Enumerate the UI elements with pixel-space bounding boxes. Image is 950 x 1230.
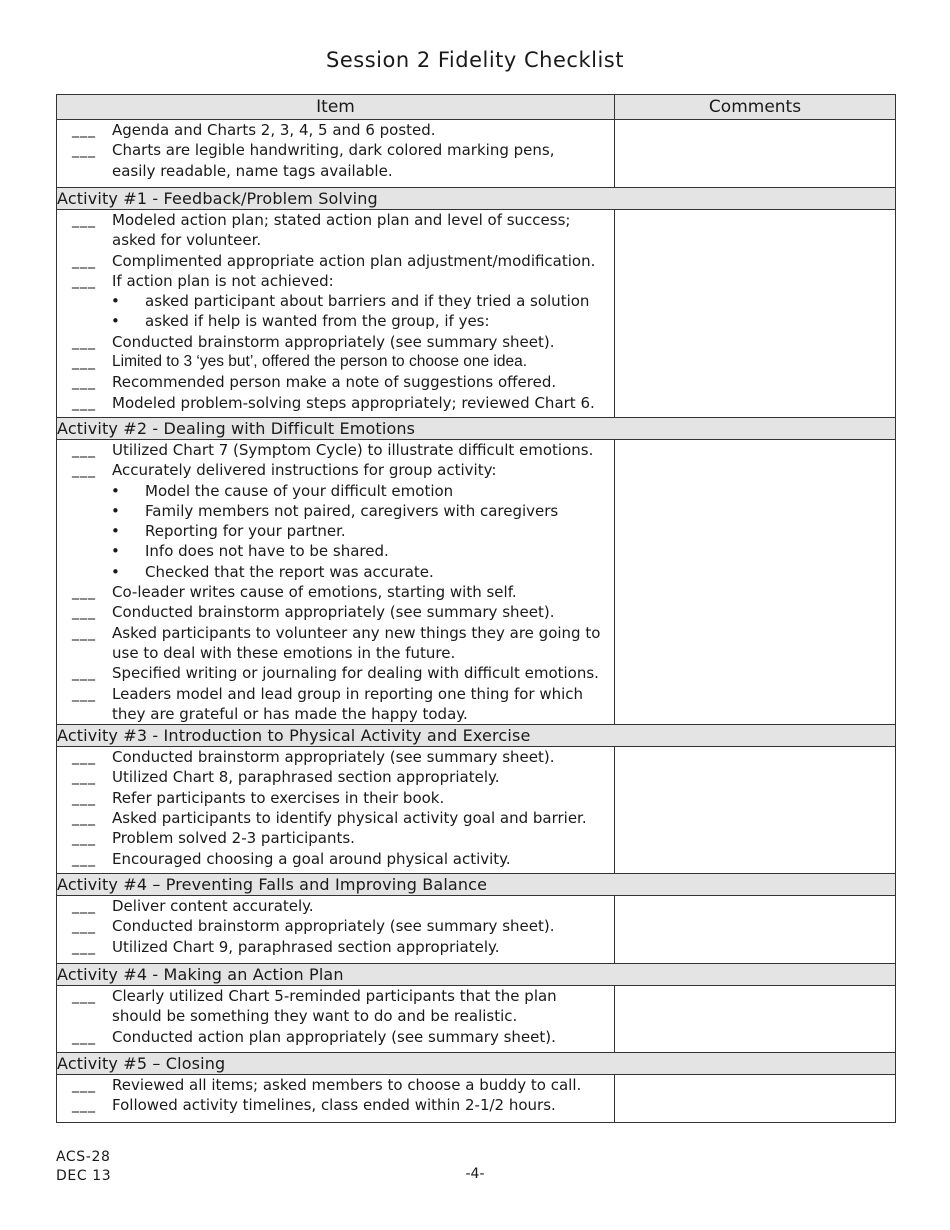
check-blank[interactable]: ___ xyxy=(72,898,96,915)
checklist-item: ___ Deliver content accurately. xyxy=(72,897,314,916)
check-blank[interactable]: ___ xyxy=(72,272,96,289)
check-blank[interactable]: ___ xyxy=(72,252,96,269)
comments-cell[interactable] xyxy=(615,896,896,964)
check-blank[interactable]: ___ xyxy=(72,1028,96,1045)
bullet-icon: • xyxy=(111,292,120,311)
checklist-item: ___ Problem solved 2-3 participants. xyxy=(72,829,355,848)
activity-1-items xyxy=(57,210,615,418)
comments-cell[interactable] xyxy=(615,120,896,188)
activity-5-items xyxy=(57,1075,615,1123)
check-blank[interactable]: ___ xyxy=(72,1097,96,1114)
checklist-item: ___ Specified writing or journaling for dealing with difficult emotions. xyxy=(72,664,599,683)
bullet-icon: • xyxy=(111,542,120,561)
check-blank[interactable]: ___ xyxy=(72,442,96,458)
comments-cell[interactable] xyxy=(615,440,896,725)
checklist-item: ___ Recommended person make a note of suggestions offered. xyxy=(72,373,557,392)
comments-cell[interactable] xyxy=(615,747,896,874)
section-header-activity-5: Activity #5 – Closing xyxy=(57,1053,896,1075)
check-blank[interactable]: ___ xyxy=(72,354,96,371)
checklist-item-continued: they are grateful or has made the happy today. xyxy=(112,704,468,723)
checklist-item: ___ Conducted action plan appropriately (see summary sheet). xyxy=(72,1027,556,1046)
check-blank[interactable]: ___ xyxy=(72,789,96,806)
checklist-item-continued: use to deal with these emotions in the future. xyxy=(112,643,456,662)
check-blank[interactable]: ___ xyxy=(72,212,96,228)
section-header-activity-4-action-plan: Activity #4 - Making an Action Plan xyxy=(57,964,896,986)
check-blank[interactable]: ___ xyxy=(72,769,96,786)
bullet-icon: • xyxy=(111,312,120,331)
checklist-item: ___ Charts are legible handwriting, dark colored marking pens, xyxy=(72,141,555,160)
check-blank[interactable]: ___ xyxy=(72,988,96,1005)
bullet-item: • asked participant about barriers and if they tried a solution xyxy=(111,292,590,311)
comments-cell[interactable] xyxy=(615,986,896,1053)
page-title: Session 2 Fidelity Checklist xyxy=(326,48,624,72)
comments-cell[interactable] xyxy=(615,1075,896,1123)
check-blank[interactable]: ___ xyxy=(72,810,96,827)
checklist-item: ___ Conducted brainstorm appropriately (see summary sheet). xyxy=(72,332,555,351)
checklist-item-continued: asked for volunteer. xyxy=(112,231,262,250)
check-blank[interactable]: ___ xyxy=(72,1077,96,1094)
check-blank[interactable]: ___ xyxy=(72,462,96,479)
checklist-item: ___ Followed activity timelines, class ended within 2-1/2 hours. xyxy=(72,1096,556,1115)
section-header-activity-1: Activity #1 - Feedback/Problem Solving xyxy=(57,188,896,210)
checklist-item: ___ Co-leader writes cause of emotions, starting with self. xyxy=(72,583,517,602)
check-blank[interactable]: ___ xyxy=(72,394,96,411)
bullet-icon: • xyxy=(111,522,120,541)
checklist-item: ___ If action plan is not achieved: xyxy=(72,271,334,290)
checklist-table xyxy=(56,94,896,1123)
bullet-item: • Reporting for your partner. xyxy=(111,522,346,541)
section-header-activity-2: Activity #2 - Dealing with Difficult Emotions xyxy=(57,418,896,440)
check-blank[interactable]: ___ xyxy=(72,830,96,847)
bullet-item: • Checked that the report was accurate. xyxy=(111,562,434,581)
checklist-item: ___ Limited to 3 ‘yes but’, offered the person to choose one idea. xyxy=(57,352,614,372)
checklist-item: ___ Accurately delivered instructions for group activity: xyxy=(72,461,497,480)
checklist-item: ___ Agenda and Charts 2, 3, 4, 5 and 6 posted. xyxy=(72,121,436,139)
checklist-item: ___ Encouraged choosing a goal around physical activity. xyxy=(72,849,511,868)
comments-cell[interactable] xyxy=(615,210,896,418)
check-blank[interactable]: ___ xyxy=(72,749,96,766)
check-blank[interactable]: ___ xyxy=(72,665,96,682)
checklist-item-continued: easily readable, name tags available. xyxy=(112,161,393,180)
checklist-item: ___ Conducted brainstorm appropriately (see summary sheet). xyxy=(72,603,555,622)
check-blank[interactable]: ___ xyxy=(72,918,96,935)
checklist-item: ___ Modeled action plan; stated action plan and level of success; xyxy=(72,211,571,229)
checklist-item: ___ Utilized Chart 7 (Symptom Cycle) to illustrate difficult emotions. xyxy=(72,441,594,459)
check-blank[interactable]: ___ xyxy=(72,624,96,641)
checklist-item: ___ Reviewed all items; asked members to choose a buddy to call. xyxy=(72,1076,582,1095)
form-code: ACS-28 xyxy=(56,1149,111,1165)
activity-2-items xyxy=(57,440,615,725)
check-blank[interactable]: ___ xyxy=(72,142,96,159)
section-header-activity-3: Activity #3 - Introduction to Physical Activity and Exercise xyxy=(57,725,896,747)
bullet-icon: • xyxy=(111,501,120,520)
bullet-item: • Info does not have to be shared. xyxy=(111,542,389,561)
bullet-icon: • xyxy=(111,562,120,581)
check-blank[interactable]: ___ xyxy=(72,122,96,138)
checklist-item: ___ Conducted brainstorm appropriately (see summary sheet). xyxy=(72,917,555,936)
bullet-item: • Family members not paired, caregivers with caregivers xyxy=(111,501,559,520)
checklist-item: ___ Complimented appropriate action plan adjustment/modification. xyxy=(72,251,596,270)
column-header-comments: Comments xyxy=(615,95,896,120)
check-blank[interactable]: ___ xyxy=(72,374,96,391)
checklist-item: ___ Leaders model and lead group in reporting one thing for which xyxy=(72,684,584,703)
checklist-item: ___ Utilized Chart 9, paraphrased section appropriately. xyxy=(72,937,500,956)
page-number: -4- xyxy=(465,1166,485,1182)
checklist-item: ___ Clearly utilized Chart 5-reminded participants that the plan xyxy=(72,987,557,1006)
form-date: DEC 13 xyxy=(56,1168,112,1184)
checklist-item: ___ Utilized Chart 8, paraphrased section appropriately. xyxy=(72,768,500,787)
check-blank[interactable]: ___ xyxy=(72,584,96,601)
checklist-item: ___ Conducted brainstorm appropriately (see summary sheet). xyxy=(72,748,555,767)
bullet-icon: • xyxy=(111,481,120,500)
activity-3-items xyxy=(57,747,615,874)
check-blank[interactable]: ___ xyxy=(72,604,96,621)
activity-4-action-plan-items xyxy=(57,986,615,1053)
check-blank[interactable]: ___ xyxy=(72,685,96,702)
checklist-item: ___ Modeled problem-solving steps appropriately; reviewed Chart 6. xyxy=(72,393,595,412)
column-header-item: Item xyxy=(57,95,615,120)
bullet-item: • asked if help is wanted from the group, if yes: xyxy=(111,312,490,331)
check-blank[interactable]: ___ xyxy=(72,938,96,955)
checklist-item: ___ Asked participants to identify physical activity goal and barrier. xyxy=(72,809,587,828)
bullet-item: • Model the cause of your difficult emotion xyxy=(111,481,454,500)
section-header-activity-4-falls: Activity #4 – Preventing Falls and Improving Balance xyxy=(57,874,896,896)
checklist-item: ___ Refer participants to exercises in their book. xyxy=(72,788,445,807)
checklist-item: ___ Asked participants to volunteer any new things they are going to xyxy=(72,623,601,642)
checklist-item-continued: should be something they want to do and be realistic. xyxy=(112,1007,518,1026)
intro-items xyxy=(57,120,615,188)
check-blank[interactable]: ___ xyxy=(72,333,96,350)
check-blank[interactable]: ___ xyxy=(72,850,96,867)
activity-4-falls-items xyxy=(57,896,615,964)
